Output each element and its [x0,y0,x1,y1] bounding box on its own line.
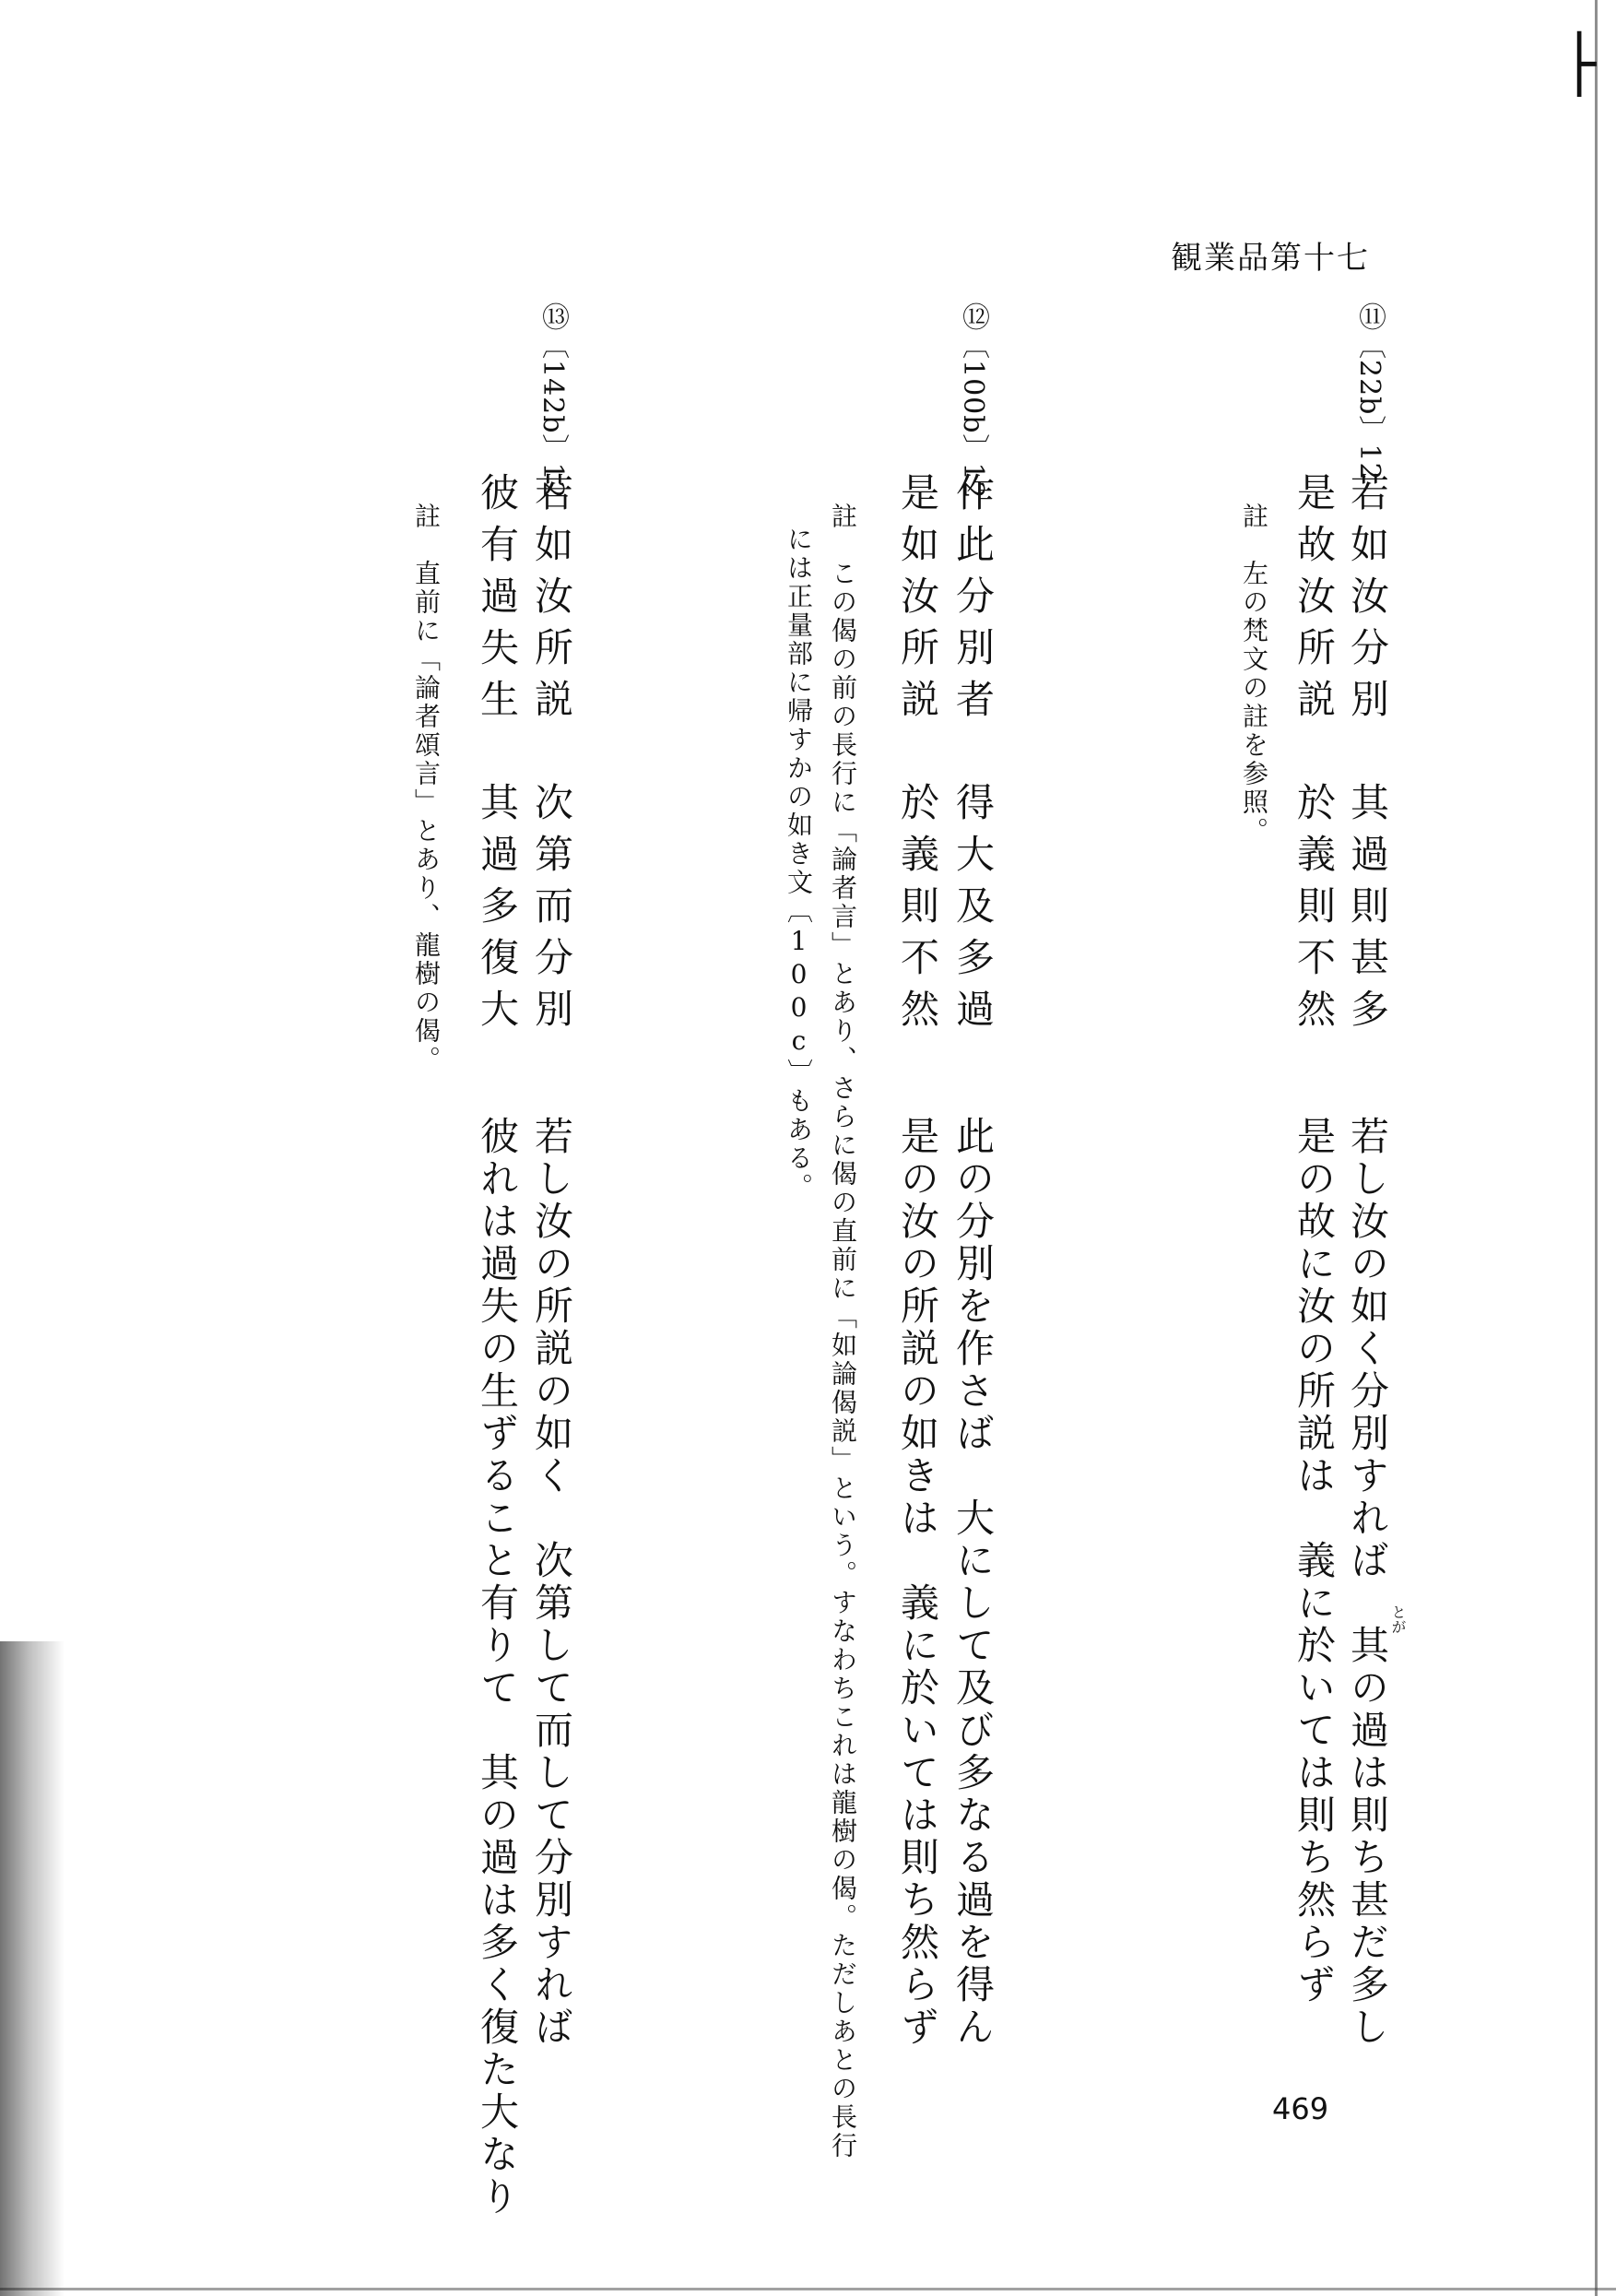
translation-2-line-2: 是の汝の所説の如きは 義に於いては則ち然らず [895,1116,940,2049]
note-2-line-1: 註 この偈の前の長行に「論者言」とあり、さらに偈の直前に「如論偈説」という。すなわちこれは龍樹の偈。ただしあとの長行 [828,503,858,2160]
verse-ref-3: ⑬〔142b〕12 [537,302,569,500]
translation-2-line-1: 此の分別を作さば 大にして及び多なる過を得ん [950,1116,996,2049]
corner-mark: ├ [1563,32,1597,97]
verse-1-line-2: 是故汝所説 於義則不然 [1292,472,1337,1040]
page-edge-right [1595,0,1598,2296]
scan-shadow [0,1641,65,2296]
verse-1-line-1: 若如汝分別 其過則甚多 [1345,472,1390,1040]
verse-2-line-2: 是如汝所説 於義則不然 [895,472,940,1040]
verse-2-line-1: 作此分別者 得大及多過 [950,472,996,1040]
note-2-line-2: には正量部に帰すかの如き文〔100c〕もある。 [784,526,814,1201]
ruby-1: とが [1389,1604,1407,1634]
translation-1-line-2: 是の故に汝の所説は 義に於いては則ち然らず [1292,1116,1337,2006]
translation-3-line-1: 若し汝の所説の如く 次第して而して分別すれば [529,1116,574,2049]
verse-3-line-1: 若如汝所説 次第而分別 [529,472,574,1040]
verse-ref-2: ⑫〔100b〕12 [957,302,989,500]
note-3: 註 直前に「論者頌言」とあり、龍樹の偈。 [411,503,442,1074]
page-edge-bottom [0,2288,1616,2290]
translation-3-line-2: 彼れは過失の生ずること有りて 其の過は多く復た大なり [475,1116,520,2219]
translation-1-line-1: 若し汝の如く分別すれば 其の過は則ち甚だ多し [1345,1116,1390,2049]
note-1: 註 左の梵文の註を参照。 [1239,503,1269,846]
verse-ref-1: ⑪〔22b〕12 [1353,302,1386,481]
page-number: 469 [1272,2091,1329,2126]
verse-3-line-2: 彼有過失生 其過多復大 [475,472,520,1040]
chapter-title: 観業品第十七 [1171,240,1370,277]
